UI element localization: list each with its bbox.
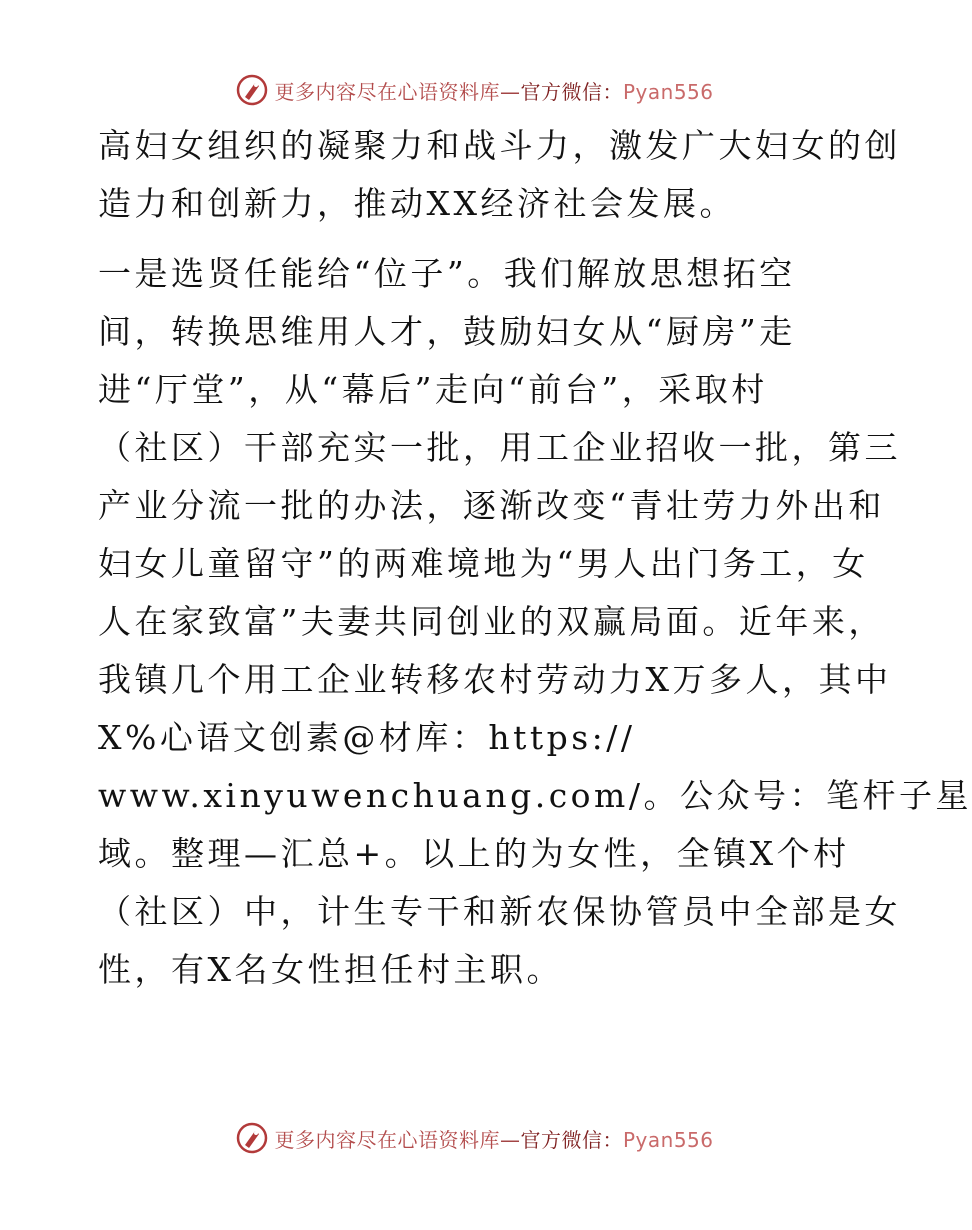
text-line: 一是选贤任能给“位子”。我们解放思想拓空 <box>98 254 796 293</box>
header-dash: — <box>499 79 521 104</box>
text-line: 域。整理—汇总+。以上的为女性，全镇X个村 <box>98 834 850 873</box>
pen-nib-circle-icon <box>236 1122 268 1154</box>
footer-official-label: 官方微信： <box>520 1127 623 1152</box>
paragraph <box>98 245 972 999</box>
header-promo: 更多内容尽在心语资料库 <box>274 79 500 104</box>
document-body <box>98 117 972 999</box>
text-line: 间，转换思维用人才，鼓励妇女从“厨房”走 <box>98 312 796 351</box>
text-line: 妇女儿童留守”的两难境地为“男人出门务工，女 <box>98 544 869 583</box>
footer-banner <box>0 1118 950 1158</box>
header-banner <box>0 70 950 110</box>
text-line: 人在家致富”夫妻共同创业的双赢局面。近年来， <box>98 602 885 641</box>
text-line: X%心语文创素@材库：https:// <box>98 718 636 757</box>
text-line: 进“厅堂”，从“幕后”走向“前台”，采取村 <box>98 370 768 409</box>
footer-wechat-id: Pyan556 <box>622 1127 714 1152</box>
text-line: 产业分流一批的办法，逐渐改变“青壮劳力外出和 <box>98 486 885 525</box>
header-wechat-id: Pyan556 <box>622 79 714 104</box>
text-line: 性，有X名女性担任村主职。 <box>98 950 563 989</box>
footer-promo-text <box>274 1124 713 1153</box>
header-promo-text <box>274 76 713 105</box>
text-line: 高妇女组织的凝聚力和战斗力，激发广大妇女的创 <box>98 126 901 165</box>
paragraph-gap <box>98 233 858 245</box>
text-line: （社区）中，计生专干和新农保协管员中全部是女 <box>98 892 901 931</box>
header-official-label: 官方微信： <box>520 79 623 104</box>
text-line: 造力和创新力，推动XX经济社会发展。 <box>98 184 736 223</box>
text-line: （社区）干部充实一批，用工企业招收一批，第三 <box>98 428 901 467</box>
text-line: 我镇几个用工企业转移农村劳动力X万多人，其中 <box>98 660 892 699</box>
text-line: www.xinyuwenchuang.com/。公众号：笔杆子星 <box>98 776 972 815</box>
footer-dash: — <box>499 1127 521 1152</box>
paragraph <box>98 117 901 233</box>
footer-promo: 更多内容尽在心语资料库 <box>274 1127 500 1152</box>
pen-nib-circle-icon <box>236 74 268 106</box>
